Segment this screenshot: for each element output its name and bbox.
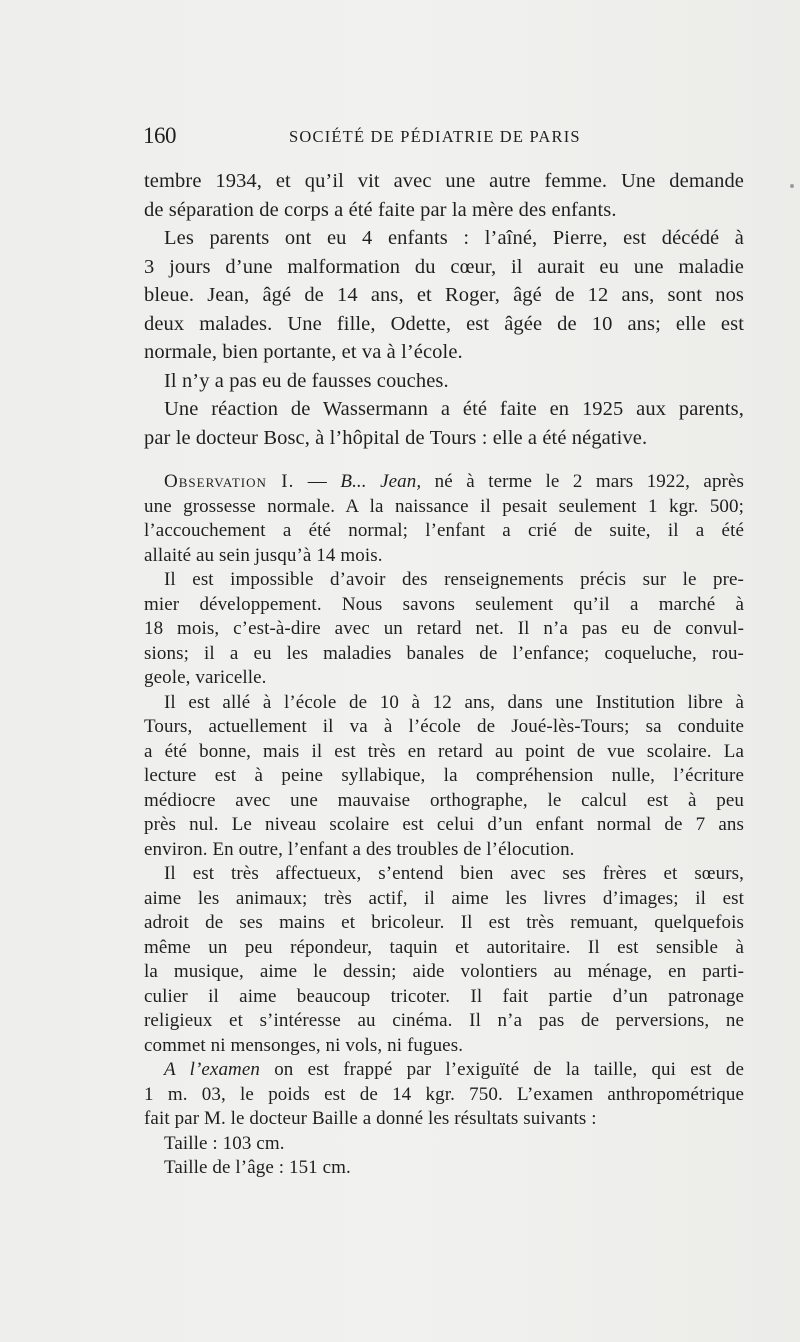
exam-line-4: Taille : 103 cm.: [164, 1132, 285, 1154]
exam-line-5: Taille de l’âge : 151 cm.: [164, 1157, 351, 1178]
observation-line-9: geole, varicelle.: [144, 667, 267, 688]
section-gap: [144, 452, 744, 470]
exam-line-1: [144, 1058, 744, 1083]
observation-line-23: religieux et s’intéresse au cinéma. Il n’a pas de perversions, ne: [144, 1010, 744, 1031]
observation-name: B... Jean,: [340, 471, 422, 492]
observation-dash: —: [294, 471, 341, 492]
observation-line-15: près nul. Le niveau scolaire est celui d’un enfant normal de 7 ans: [144, 814, 744, 835]
lead-line-5: bleue. Jean, âgé de 14 ans, et Roger, âgé de 12 ans, sont nos: [144, 284, 744, 306]
page-number: 160: [143, 123, 176, 148]
observation-label: Observation I.: [164, 471, 295, 492]
observation-line-7: 18 mois, c’est-à-dire avec un retard net. Il n’a pas eu de convul-: [144, 618, 744, 639]
lead-line-1: tembre 1934, et qu’il vit avec une autre femme. Une demande: [144, 170, 744, 192]
observation-first-line-rest: né à terme le 2 mars 1922, après: [421, 471, 744, 492]
lead-line-9: Une réaction de Wassermann a été faite en 1925 aux parents,: [164, 398, 744, 420]
page-body: [144, 167, 744, 1181]
observation-line-14: médiocre avec une mauvaise orthographe, le calcul est à peu: [144, 789, 744, 811]
exam-lead: A l’examen: [164, 1059, 260, 1080]
lead-line-7: normale, bien portante, et va à l’école.: [144, 341, 463, 363]
observation-line-13: lecture est à peine syllabique, la compréhension nulle, l’écriture: [144, 765, 744, 786]
observation-line-21: la musique, aime le dessin; aide volontiers au ménage, en parti-: [144, 961, 744, 982]
observation-line-8: sions; il a eu les maladies banales de l’enfance; coqueluche, rou-: [144, 642, 744, 664]
exam-line-2: 1 m. 03, le poids est de 14 kgr. 750. L’examen anthropométrique: [144, 1083, 744, 1105]
page-header: [143, 123, 743, 153]
exam-line-3: fait par M. le docteur Baille a donné les résultats suivants :: [144, 1108, 597, 1129]
lead-line-6: deux malades. Une fille, Odette, est âgée de 10 ans; elle est: [144, 312, 744, 335]
lead-line-8: Il n’y a pas eu de fausses couches.: [164, 369, 449, 392]
observation-line-6: mier développement. Nous savons seulement qu’il a marché à: [144, 593, 744, 615]
observation-line-16: environ. En outre, l’enfant a des troubles de l’élocution.: [144, 838, 575, 860]
observation-line-18: aime les animaux; très actif, il aime les livres d’images; il est: [144, 887, 744, 909]
observation-line-5: Il est impossible d’avoir des renseignements précis sur le pre-: [164, 569, 744, 590]
margin-mark: [790, 184, 794, 188]
observation-line-3: l’accouchement a été normal; l’enfant a crié de suite, il a été: [144, 520, 744, 541]
lead-line-2: de séparation de corps a été faite par la mère des enfants.: [144, 198, 617, 221]
observation-line-20: même un peu répondeur, taquin et autoritaire. Il est sensible à: [144, 936, 744, 958]
lead-line-10: par le docteur Bosc, à l’hôpital de Tours : elle a été négative.: [144, 426, 648, 449]
observation-line-19: adroit de ses mains et bricoleur. Il est très remuant, quelquefois: [144, 912, 744, 933]
lead-line-3: Les parents ont eu 4 enfants : l’aîné, Pierre, est décédé à: [164, 227, 744, 249]
observation-line-11: Tours, actuellement il va à l’école de Joué-lès-Tours; sa conduite: [144, 716, 744, 737]
observation-line-2: une grossesse normale. A la naissance il pesait seulement 1 kgr. 500;: [144, 495, 744, 517]
observation-line-10: Il est allé à l’école de 10 à 12 ans, dans une Institution libre à: [164, 691, 744, 713]
observation-line-22: culier il aime beaucoup tricoter. Il fait partie d’un patronage: [144, 985, 744, 1007]
lead-text: [144, 167, 744, 452]
observation-line-12: a été bonne, mais il est très en retard au point de vue scolaire. La: [144, 740, 744, 762]
observation-line-24: commet ni mensonges, ni vols, ni fugues.: [144, 1034, 464, 1056]
exam-rest: on est frappé par l’exiguïté de la taille, qui est de: [260, 1059, 744, 1080]
lead-line-4: 3 jours d’une malformation du cœur, il aurait eu une maladie: [144, 255, 744, 278]
running-head: SOCIÉTÉ DE PÉDIATRIE DE PARIS: [289, 127, 581, 146]
observation-section: [144, 470, 744, 1181]
observation-line-1: [144, 470, 744, 495]
observation-line-4: allaité au sein jusqu’à 14 mois.: [144, 544, 383, 566]
observation-line-17: Il est très affectueux, s’entend bien avec ses frères et sœurs,: [164, 863, 744, 884]
